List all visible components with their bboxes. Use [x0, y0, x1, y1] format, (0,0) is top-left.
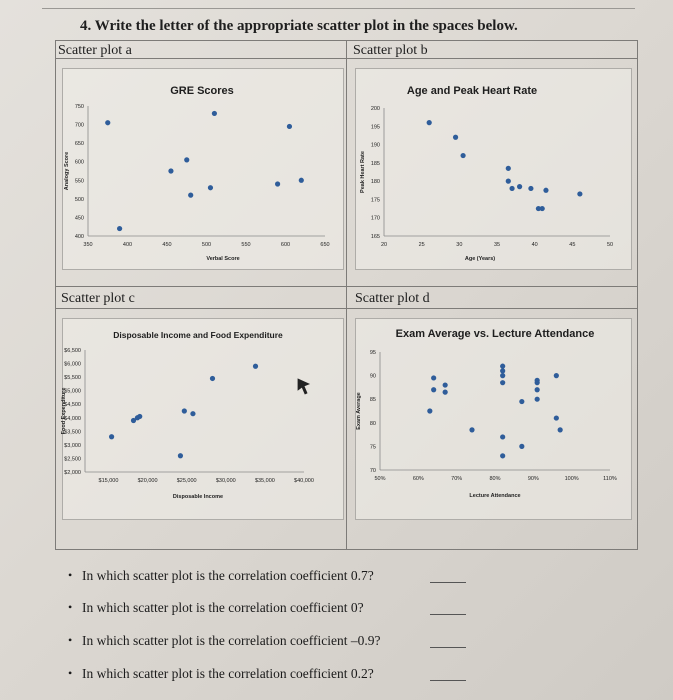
y-tick-label: 750	[74, 104, 84, 110]
data-point	[431, 387, 436, 392]
data-point	[535, 397, 540, 402]
y-tick-label: $2,000	[64, 470, 81, 476]
x-tick-label: 60%	[412, 476, 424, 482]
y-axis-label: Analogy Score	[64, 151, 70, 191]
y-tick-label: 600	[74, 159, 84, 166]
data-point	[558, 427, 563, 432]
y-tick-label: $5,000	[64, 388, 81, 395]
question-heading: 4. Write the letter of the appropriate scatter plot in the spaces below.	[80, 18, 518, 34]
question-3-text: In which scatter plot is the correlation coefficient –0.9?	[82, 633, 381, 648]
y-tick-label: 550	[74, 178, 84, 185]
y-tick-label: 90	[369, 373, 376, 380]
data-point	[431, 375, 436, 380]
y-tick-label: 70	[369, 468, 376, 474]
y-tick-label: $3,000	[64, 442, 81, 449]
y-axis-label: Food Expenditure	[61, 387, 67, 435]
chart-title: Disposable Income and Food Expenditure	[113, 330, 283, 340]
x-tick-label: 500	[201, 242, 212, 248]
question-1	[68, 568, 374, 584]
question-1-text: In which scatter plot is the correlation coefficient 0.7?	[82, 568, 374, 583]
x-tick-label: $35,000	[254, 478, 275, 484]
x-tick-label: 100%	[564, 476, 579, 482]
data-point	[427, 408, 432, 413]
bullet-icon: •	[68, 633, 73, 647]
y-tick-label: 175	[370, 197, 380, 204]
data-point	[500, 453, 505, 458]
y-tick-label: 200	[370, 106, 380, 112]
data-point	[469, 427, 474, 432]
x-tick-label: 650	[320, 242, 330, 248]
chart-title: Exam Average vs. Lecture Attendance	[395, 328, 595, 340]
x-tick-label: 50	[606, 242, 614, 248]
data-point	[554, 415, 559, 420]
answer-blank-3[interactable]	[430, 647, 466, 648]
bullet-icon: •	[68, 600, 73, 614]
data-point	[500, 368, 505, 373]
x-tick-label: 110%	[603, 476, 617, 482]
x-tick-label: 45	[569, 242, 576, 248]
question-4-text: In which scatter plot is the correlation coefficient 0.2?	[82, 666, 374, 681]
x-tick-label: 350	[83, 242, 93, 248]
x-tick-label: 20	[380, 242, 388, 248]
x-tick-label: 40	[531, 242, 538, 248]
data-point	[554, 373, 559, 378]
x-tick-label: 70%	[451, 476, 463, 482]
x-tick-label: $40,000	[294, 478, 314, 484]
y-tick-label: $5,500	[64, 375, 81, 382]
data-point	[535, 387, 540, 392]
y-tick-label: 80	[369, 420, 376, 427]
y-tick-label: $4,000	[64, 415, 81, 422]
question-4	[68, 666, 374, 682]
y-tick-label: 75	[369, 444, 376, 451]
question-2	[68, 600, 364, 616]
chart-title: Age and Peak Heart Rate	[406, 85, 538, 97]
panel-label-d: Scatter plot d	[355, 291, 430, 306]
chart-title: GRE Scores	[170, 85, 234, 97]
question-2-text: In which scatter plot is the correlation coefficient 0?	[82, 600, 364, 615]
data-point	[500, 364, 505, 369]
data-point	[519, 444, 524, 449]
answer-blank-2[interactable]	[430, 614, 466, 615]
y-tick-label: $4,500	[64, 402, 81, 409]
x-tick-label: 90%	[527, 476, 539, 482]
x-tick-label: $25,000	[176, 478, 197, 484]
x-axis-label: Disposable Income	[172, 494, 224, 500]
x-axis-label: Lecture Attendance	[469, 493, 521, 499]
bullet-icon: •	[68, 666, 73, 680]
x-tick-label: $15,000	[98, 478, 119, 484]
panel-label-c: Scatter plot c	[61, 291, 135, 306]
x-tick-label: 400	[122, 242, 133, 248]
y-tick-label: 650	[74, 141, 84, 148]
y-tick-label: 190	[370, 142, 380, 149]
panel-label-a: Scatter plot a	[58, 43, 132, 58]
bullet-icon: •	[68, 568, 73, 582]
x-tick-label: 450	[162, 242, 172, 248]
answer-blank-1[interactable]	[430, 582, 466, 583]
x-tick-label: 600	[280, 242, 291, 248]
data-point	[519, 399, 524, 404]
x-tick-label: $30,000	[215, 478, 236, 484]
x-tick-label: 25	[418, 242, 425, 248]
data-point	[500, 434, 505, 439]
y-tick-label: $6,000	[64, 361, 81, 368]
question-3	[68, 633, 381, 649]
y-tick-label: 450	[74, 215, 84, 222]
data-point	[443, 390, 448, 395]
y-tick-label: 195	[370, 124, 380, 131]
x-axis-label: Age (Years)	[464, 256, 496, 262]
y-tick-label: 165	[370, 234, 380, 240]
x-tick-label: 550	[241, 242, 251, 248]
answer-blank-4[interactable]	[430, 680, 466, 681]
x-tick-label: 50%	[374, 476, 386, 482]
x-axis-label: Verbal Score	[206, 256, 240, 262]
y-tick-label: $6,500	[64, 348, 81, 354]
y-tick-label: 185	[370, 160, 380, 167]
data-point	[500, 380, 505, 385]
x-tick-label: $20,000	[137, 478, 158, 484]
x-tick-label: 35	[493, 242, 501, 248]
y-tick-label: 170	[370, 215, 380, 222]
y-axis-label: Exam Average	[356, 392, 362, 430]
x-tick-label: 80%	[489, 476, 501, 482]
y-tick-label: 85	[369, 397, 376, 404]
y-axis-label: Peak Heart Rate	[360, 151, 366, 193]
y-tick-label: $2,500	[64, 456, 81, 463]
y-tick-label: 180	[370, 179, 380, 186]
y-tick-label: 700	[74, 122, 84, 129]
y-tick-label: 95	[369, 350, 376, 356]
x-tick-label: 30	[456, 242, 463, 248]
y-tick-label: 400	[74, 234, 84, 240]
y-tick-label: 500	[74, 196, 84, 203]
data-point	[500, 373, 505, 378]
mouse-cursor-icon	[297, 378, 311, 396]
data-point	[535, 380, 540, 385]
data-point	[443, 382, 448, 387]
panel-label-b: Scatter plot b	[353, 43, 428, 58]
y-tick-label: $3,500	[64, 429, 81, 436]
